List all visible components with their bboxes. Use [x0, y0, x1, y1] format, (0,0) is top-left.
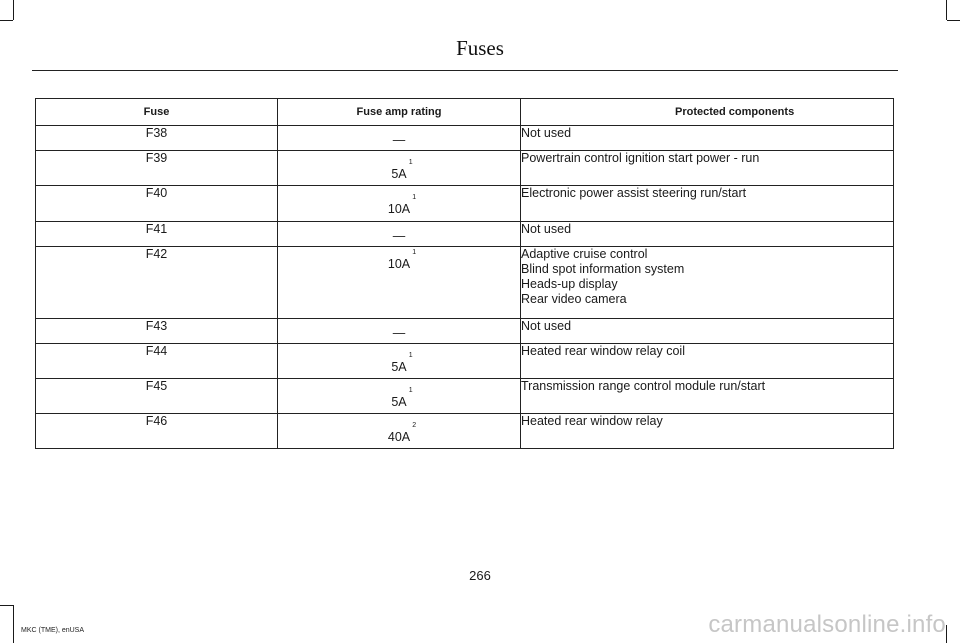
component-line: Not used: [521, 126, 572, 140]
table-row: [36, 186, 894, 222]
protected-components: [521, 186, 894, 222]
protected-components: [521, 344, 894, 379]
amp-rating: [278, 222, 521, 247]
table-row: [36, 222, 894, 247]
protected-components: [521, 126, 894, 151]
table-row: [36, 126, 894, 151]
protected-components: [521, 319, 894, 344]
amp-value: 5A: [391, 360, 407, 374]
amp-value: —: [392, 229, 406, 243]
fuse-id: F44: [36, 344, 278, 379]
fuse-id: F45: [36, 379, 278, 414]
table-row: [36, 151, 894, 186]
protected-components: [521, 222, 894, 247]
amp-rating: [278, 247, 521, 319]
component-line: Heated rear window relay: [521, 414, 663, 428]
component-line: Heated rear window relay coil: [521, 344, 685, 358]
footer-edition: MKC (TME), enUSA: [21, 627, 85, 634]
amp-value: 10A: [387, 202, 411, 216]
table-header-row: [36, 99, 894, 126]
title-divider: [32, 70, 898, 71]
watermark-logo: carmanualsonline.info: [708, 611, 946, 638]
fuse-id: F38: [36, 126, 278, 151]
amp-rating: [278, 151, 521, 186]
amp-rating: [278, 319, 521, 344]
table-row: [36, 379, 894, 414]
fuse-id: F46: [36, 414, 278, 449]
component-line: Transmission range control module run/start: [521, 379, 766, 393]
fuse-id: F43: [36, 319, 278, 344]
crop-mark: [946, 625, 947, 643]
table-row: [36, 414, 894, 449]
crop-mark: [946, 0, 947, 20]
component-line: Not used: [521, 319, 572, 333]
crop-mark: [0, 605, 13, 606]
header-fuse: Fuse: [36, 99, 278, 126]
protected-components: [521, 247, 894, 319]
amp-value: —: [392, 326, 406, 340]
component-line: Electronic power assist steering run/start: [521, 186, 747, 200]
table-row: [36, 319, 894, 344]
component-line: Powertrain control ignition start power - run: [521, 151, 760, 165]
component-line: Heads-up display: [521, 277, 618, 291]
protected-components: [521, 151, 894, 186]
amp-value: 40A: [387, 430, 411, 444]
table-row: [36, 344, 894, 379]
amp-rating: [278, 186, 521, 222]
component-line: Rear video camera: [521, 292, 627, 306]
fuse-id: F40: [36, 186, 278, 222]
component-line: Blind spot information system: [521, 262, 685, 276]
protected-components: [521, 414, 894, 449]
amp-value: 5A: [391, 395, 407, 409]
amp-footnote: 1: [408, 352, 413, 359]
amp-rating: [278, 414, 521, 449]
header-amp-rating: Fuse amp rating: [278, 99, 521, 126]
amp-rating: [278, 126, 521, 151]
table-row: [36, 247, 894, 319]
page-number: 266: [469, 568, 491, 583]
amp-footnote: 1: [408, 159, 413, 166]
amp-footnote: 1: [412, 249, 417, 256]
protected-components: [521, 379, 894, 414]
crop-mark: [947, 20, 960, 21]
fuse-table: [35, 98, 894, 449]
crop-mark: [0, 20, 13, 21]
component-line: Adaptive cruise control: [521, 247, 648, 261]
crop-mark: [13, 605, 14, 643]
amp-value: —: [392, 133, 406, 147]
amp-value: 10A: [387, 257, 411, 271]
amp-footnote: 1: [408, 387, 413, 394]
amp-rating: [278, 344, 521, 379]
component-line: Not used: [521, 222, 572, 236]
fuse-id: F41: [36, 222, 278, 247]
amp-footnote: 1: [412, 194, 417, 201]
page-title: Fuses: [456, 36, 504, 60]
header-protected-components: Protected components: [521, 99, 894, 126]
fuse-id: F42: [36, 247, 278, 319]
amp-value: 5A: [391, 167, 407, 181]
amp-footnote: 2: [412, 422, 417, 429]
amp-rating: [278, 379, 521, 414]
crop-mark: [13, 0, 14, 20]
fuse-id: F39: [36, 151, 278, 186]
